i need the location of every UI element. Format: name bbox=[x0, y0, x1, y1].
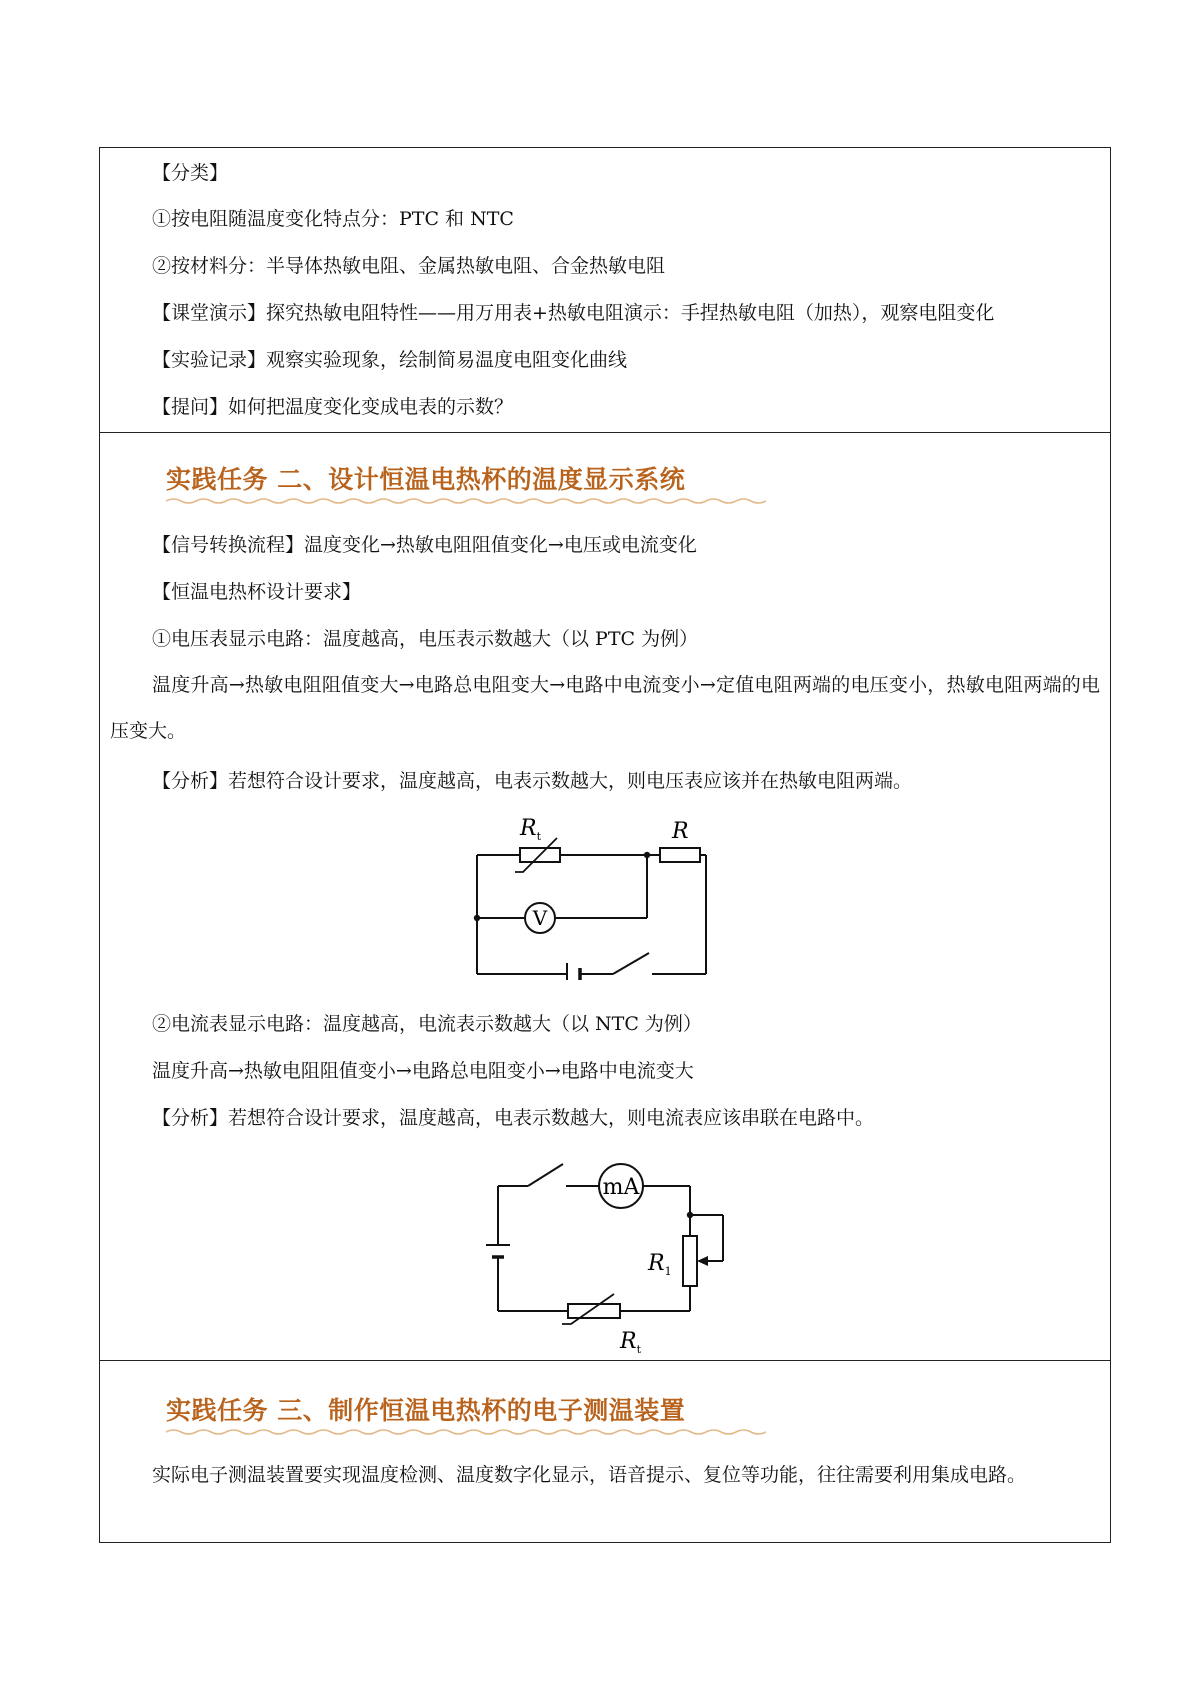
experiment-record: 【实验记录】观察实验现象，绘制简易温度电阻变化曲线 bbox=[152, 349, 628, 371]
row-divider bbox=[99, 1360, 1111, 1361]
wavy-underline bbox=[166, 497, 766, 505]
rt-label-2: $R_t$ bbox=[620, 1329, 641, 1356]
signal-flow: 【信号转换流程】温度变化→热敏电阻阻值变化→电压或电流变化 bbox=[152, 534, 697, 556]
thermistor-rt-2 bbox=[568, 1304, 620, 1318]
voltmeter-label: V bbox=[532, 906, 548, 930]
classroom-demo: 【课堂演示】探究热敏电阻特性——用万用表+热敏电阻演示：手捏热敏电阻（加热），观察电阻变化 bbox=[152, 302, 995, 324]
ammeter-chain: 温度升高→热敏电阻阻值变小→电路总电阻变小→电路中电流变大 bbox=[152, 1060, 694, 1082]
resistor-r bbox=[660, 848, 700, 862]
classification-item-1: ①按电阻随温度变化特点分：PTC 和 NTC bbox=[152, 208, 514, 230]
rheostat-r1 bbox=[683, 1236, 697, 1286]
r-label: R bbox=[672, 819, 689, 844]
classification-heading: 【分类】 bbox=[152, 162, 229, 184]
section-3-title-text: 实践任务 三、制作恒温电热杯的电子测温装置 bbox=[166, 1396, 686, 1425]
section-2-title bbox=[166, 460, 685, 496]
classification-item-2: ②按材料分：半导体热敏电阻、金属热敏电阻、合金热敏电阻 bbox=[152, 255, 666, 277]
section-3-body: 实际电子测温装置要实现温度检测、温度数字化显示，语音提示、复位等功能，往往需要利用集成电路。 bbox=[152, 1464, 1027, 1486]
question: 【提问】如何把温度变化变成电表的示数？ bbox=[152, 396, 514, 418]
voltmeter-circuit-diagram bbox=[460, 810, 720, 980]
ammeter-analysis: 【分析】若想符合设计要求，温度越高，电表示数越大，则电流表应该串联在电路中。 bbox=[152, 1107, 875, 1129]
section-3-title bbox=[166, 1391, 685, 1427]
row-divider bbox=[99, 432, 1111, 433]
rt-label: $R_t$ bbox=[520, 816, 541, 843]
r1-label: $R_1$ bbox=[648, 1251, 672, 1278]
ammeter-case: ②电流表显示电路：温度越高，电流表示数越大（以 NTC 为例） bbox=[152, 1013, 702, 1035]
voltmeter-analysis: 【分析】若想符合设计要求，温度越高，电表示数越大，则电压表应该并在热敏电阻两端。 bbox=[152, 770, 913, 792]
section-2-title-text: 实践任务 二、设计恒温电热杯的温度显示系统 bbox=[166, 465, 686, 494]
design-requirements: 【恒温电热杯设计要求】 bbox=[152, 581, 362, 603]
ammeter-circuit-diagram bbox=[478, 1158, 738, 1358]
milliammeter-label: mA bbox=[602, 1175, 640, 1200]
voltmeter-chain: 温度升高→热敏电阻阻值变大→电路总电阻变大→电路中电流变小→定值电阻两端的电压变小，热敏电阻两端的电压变大。 bbox=[110, 674, 1100, 742]
wavy-underline bbox=[166, 1428, 766, 1436]
voltmeter-case: ①电压表显示电路：温度越高，电压表示数越大（以 PTC 为例） bbox=[152, 628, 699, 650]
